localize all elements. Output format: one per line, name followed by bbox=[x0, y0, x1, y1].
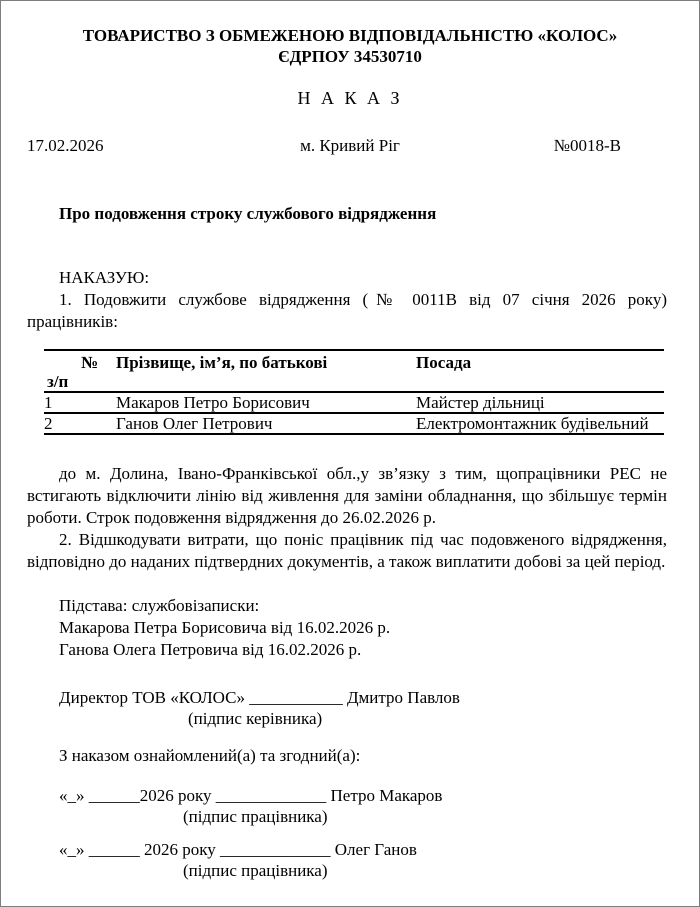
order-item-1: 1. Подовжити службове відрядження (№ 0011В від 07 січня 2026 року) працівників: bbox=[27, 290, 667, 331]
row-num: 1 bbox=[44, 392, 116, 413]
company-edrpou: ЄДРПОУ 34530710 bbox=[278, 47, 422, 66]
worker-signature-caption: (підпис працівника) bbox=[183, 861, 328, 880]
basis-heading: Підстава: службовізаписки: bbox=[59, 596, 260, 615]
document-city: м. Кривий Ріг bbox=[300, 136, 400, 155]
acknowledgement-line: З наказом ознайомлений(а) та згодний(а): bbox=[59, 746, 361, 765]
table-header-num-line1: № bbox=[81, 353, 99, 372]
document-number: №0018-В bbox=[553, 136, 621, 155]
basis-item: Ганова Олега Петровича від 16.02.2026 р. bbox=[59, 640, 362, 659]
basis-section bbox=[59, 595, 667, 661]
table-header-name: Прізвище, ім’я, по батькові bbox=[116, 350, 416, 392]
row-position: Майстер дільниці bbox=[416, 392, 664, 413]
worker-signature-block bbox=[59, 785, 667, 827]
director-signature-block bbox=[59, 687, 667, 729]
worker-signature-line: «_» ______ 2026 року _____________ Олег Ганов bbox=[59, 840, 417, 859]
row-num: 2 bbox=[44, 413, 116, 434]
basis-item: Макарова Петра Борисовича від 16.02.2026 р. bbox=[59, 618, 391, 637]
table-header-num-line2: з/п bbox=[47, 372, 69, 391]
document-header bbox=[1, 1, 699, 67]
worker-signature-line: «_» ______2026 року _____________ Петро Макаров bbox=[59, 786, 443, 805]
worker-signature-block bbox=[59, 839, 667, 881]
document-type-title: Н А К А З bbox=[297, 88, 403, 108]
document-subject: Про подовження строку службового відрядження bbox=[59, 204, 437, 223]
table-header-position: Посада bbox=[416, 350, 664, 392]
document-date: 17.02.2026 bbox=[27, 136, 104, 155]
order-item-2: 2. Відшкодувати витрати, що поніс працівник під час подовженого відрядження, відповідно до наданих підтвердних документів, а також виплатити добові за цей період. bbox=[27, 530, 667, 571]
resolution-word: НАКАЗУЮ: bbox=[59, 268, 150, 287]
continuation-paragraph: до м. Долина, Івано-Франківської обл.,у зв’язку з тим, щопрацівники РЕС не встигають відключити лінію від живлення для заміни обладнання, що збільшує термін роботи. Строк подовження відрядження до 26.02.2026 р. bbox=[27, 464, 667, 527]
table-header-num bbox=[44, 350, 116, 392]
worker-signature-caption: (підпис працівника) bbox=[183, 807, 328, 826]
row-name: Макаров Петро Борисович bbox=[116, 392, 416, 413]
company-name: ТОВАРИСТВО З ОБМЕЖЕНОЮ ВІДПОВІДАЛЬНІСТЮ «КОЛОС» bbox=[82, 26, 618, 45]
table-row bbox=[44, 413, 664, 434]
document-meta-row bbox=[27, 135, 673, 157]
row-name: Ганов Олег Петрович bbox=[116, 413, 416, 434]
employees-table bbox=[44, 349, 664, 435]
row-position: Електромонтажник будівельний bbox=[416, 413, 664, 434]
director-signature-line: Директор ТОВ «КОЛОС» ___________ Дмитро Павлов bbox=[59, 688, 460, 707]
director-signature-caption: (підпис керівника) bbox=[188, 709, 323, 728]
table-header-row bbox=[44, 350, 664, 392]
table-row bbox=[44, 392, 664, 413]
